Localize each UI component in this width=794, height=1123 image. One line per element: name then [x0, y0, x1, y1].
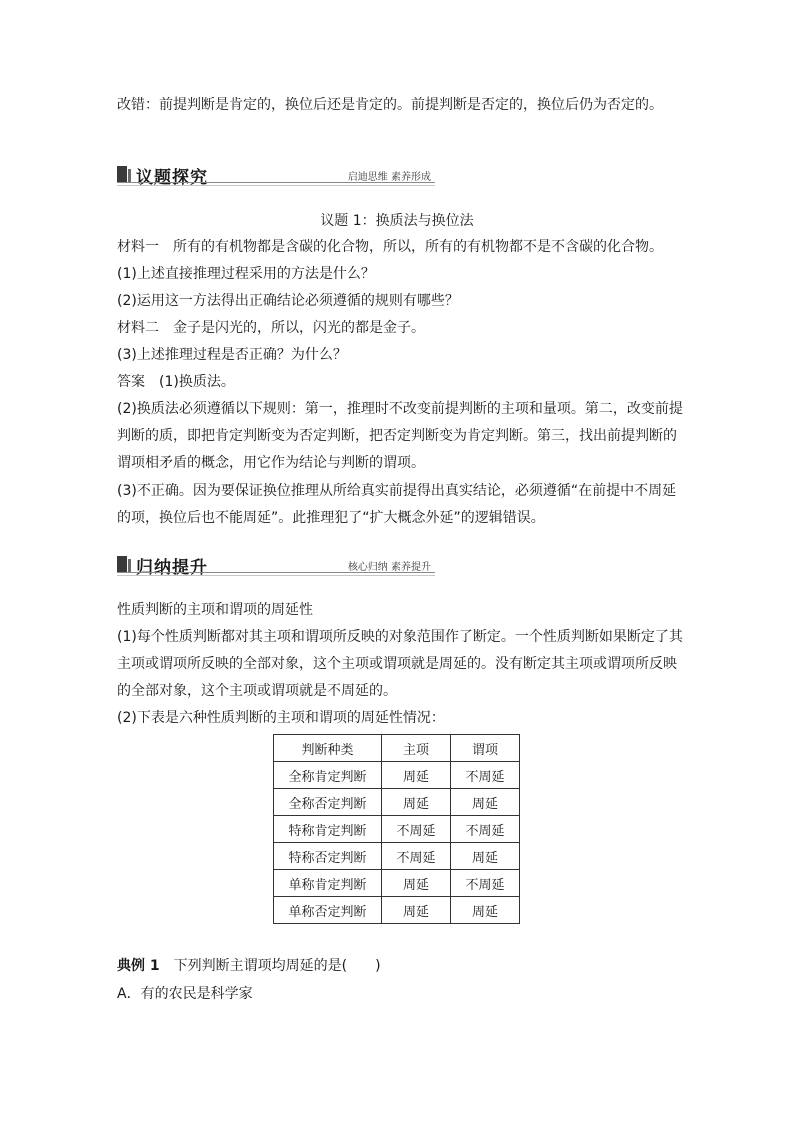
table-cell: 全称否定判断: [274, 789, 382, 816]
example-stem: 下列判断主谓项均周延的是( ): [159, 958, 381, 974]
table-cell: 不周延: [451, 870, 520, 897]
topic-title: 议题 1：换质法与换位法: [320, 213, 474, 229]
table-row: [274, 870, 520, 897]
table-row: [274, 897, 520, 924]
material-one: 材料一 所有的有机物都是含碳的化合物，所以，所有的有机物都不是不含碳的化合物。: [117, 239, 663, 255]
table-row: [274, 762, 520, 789]
table-header: 主项: [382, 735, 451, 762]
material-two: 材料二 金子是闪光的，所以，闪光的都是金子。: [117, 320, 425, 336]
distribution-table: [273, 734, 520, 924]
table-cell: 周延: [451, 843, 520, 870]
table-cell: 周延: [451, 789, 520, 816]
table-cell: 周延: [382, 897, 451, 924]
table-cell: 周延: [451, 897, 520, 924]
summary-title: 性质判断的主项和谓项的周延性: [117, 602, 313, 618]
section-subtitle: 核心归纳 素养提升: [347, 562, 431, 573]
section-subtitle: 启迪思维 素养形成: [347, 172, 431, 183]
example-label: 典例 1: [117, 958, 160, 974]
table-cell: 不周延: [451, 762, 520, 789]
table-row: [274, 816, 520, 843]
table-cell: 单称肯定判断: [274, 870, 382, 897]
table-row: [274, 789, 520, 816]
answer-3-line: 的项，换位后也不能周延”。此推理犯了“扩大概念外延”的逻辑错误。: [117, 510, 545, 526]
section-rule: [117, 182, 435, 186]
answer-3-line: (3)不正确。因为要保证换位推理从所给真实前提得出真实结论，必须遵循“在前提中不周延: [117, 483, 677, 499]
table-cell: 特称肯定判断: [274, 816, 382, 843]
table-cell: 全称肯定判断: [274, 762, 382, 789]
table-cell: 不周延: [451, 816, 520, 843]
question-3: (3)上述推理过程是否正确？为什么？: [117, 347, 347, 363]
example-question: [117, 956, 677, 976]
table-cell: 特称否定判断: [274, 843, 382, 870]
answer-1: 答案 (1)换质法。: [117, 374, 235, 390]
question-1: (1)上述直接推理过程采用的方法是什么？: [117, 266, 375, 282]
section-rule: [117, 572, 435, 576]
answer-2-line: 判断的质，即把肯定判断变为否定判断，把否定判断变为肯定判断。第三，找出前提判断的: [117, 428, 677, 444]
answer-2-line: (2)换质法必须遵循以下规则：第一，推理时不改变前提判断的主项和量项。第二，改变前提: [117, 401, 683, 417]
table-row: [274, 843, 520, 870]
table-cell: 周延: [382, 870, 451, 897]
summary-paragraph-line: 主项或谓项所反映的全部对象，这个主项或谓项就是周延的。没有断定其主项或谓项所反映: [117, 656, 677, 672]
section-header-summary: [117, 554, 435, 576]
section-marker-accent: [128, 169, 131, 182]
section-marker-accent: [128, 559, 131, 572]
top-note: 改错：前提判断是肯定的，换位后还是肯定的。前提判断是否定的，换位后仍为否定的。: [117, 97, 663, 113]
table-cell: 不周延: [382, 816, 451, 843]
section-title: 议题探究: [136, 168, 208, 188]
table-header-row: [274, 735, 520, 762]
summary-paragraph-line: (1)每个性质判断都对其主项和谓项所反映的对象范围作了断定。一个性质判断如果断定了其: [117, 629, 683, 645]
table-cell: 周延: [382, 789, 451, 816]
table-header: 谓项: [451, 735, 520, 762]
section-header-explore: [117, 164, 435, 186]
table-header: 判断种类: [274, 735, 382, 762]
answer-2-line: 谓项相矛盾的概念，用它作为结论与判断的谓项。: [117, 455, 425, 471]
table-cell: 单称否定判断: [274, 897, 382, 924]
section-title: 归纳提升: [136, 558, 208, 578]
table-cell: 周延: [382, 762, 451, 789]
summary-paragraph-line: 的全部对象，这个主项或谓项就是不周延的。: [117, 683, 397, 699]
question-2: (2)运用这一方法得出正确结论必须遵循的规则有哪些？: [117, 293, 459, 309]
table-intro: (2)下表是六种性质判断的主项和谓项的周延性情况：: [117, 710, 445, 726]
option-a: A．有的农民是科学家: [117, 986, 253, 1002]
table-cell: 不周延: [382, 843, 451, 870]
